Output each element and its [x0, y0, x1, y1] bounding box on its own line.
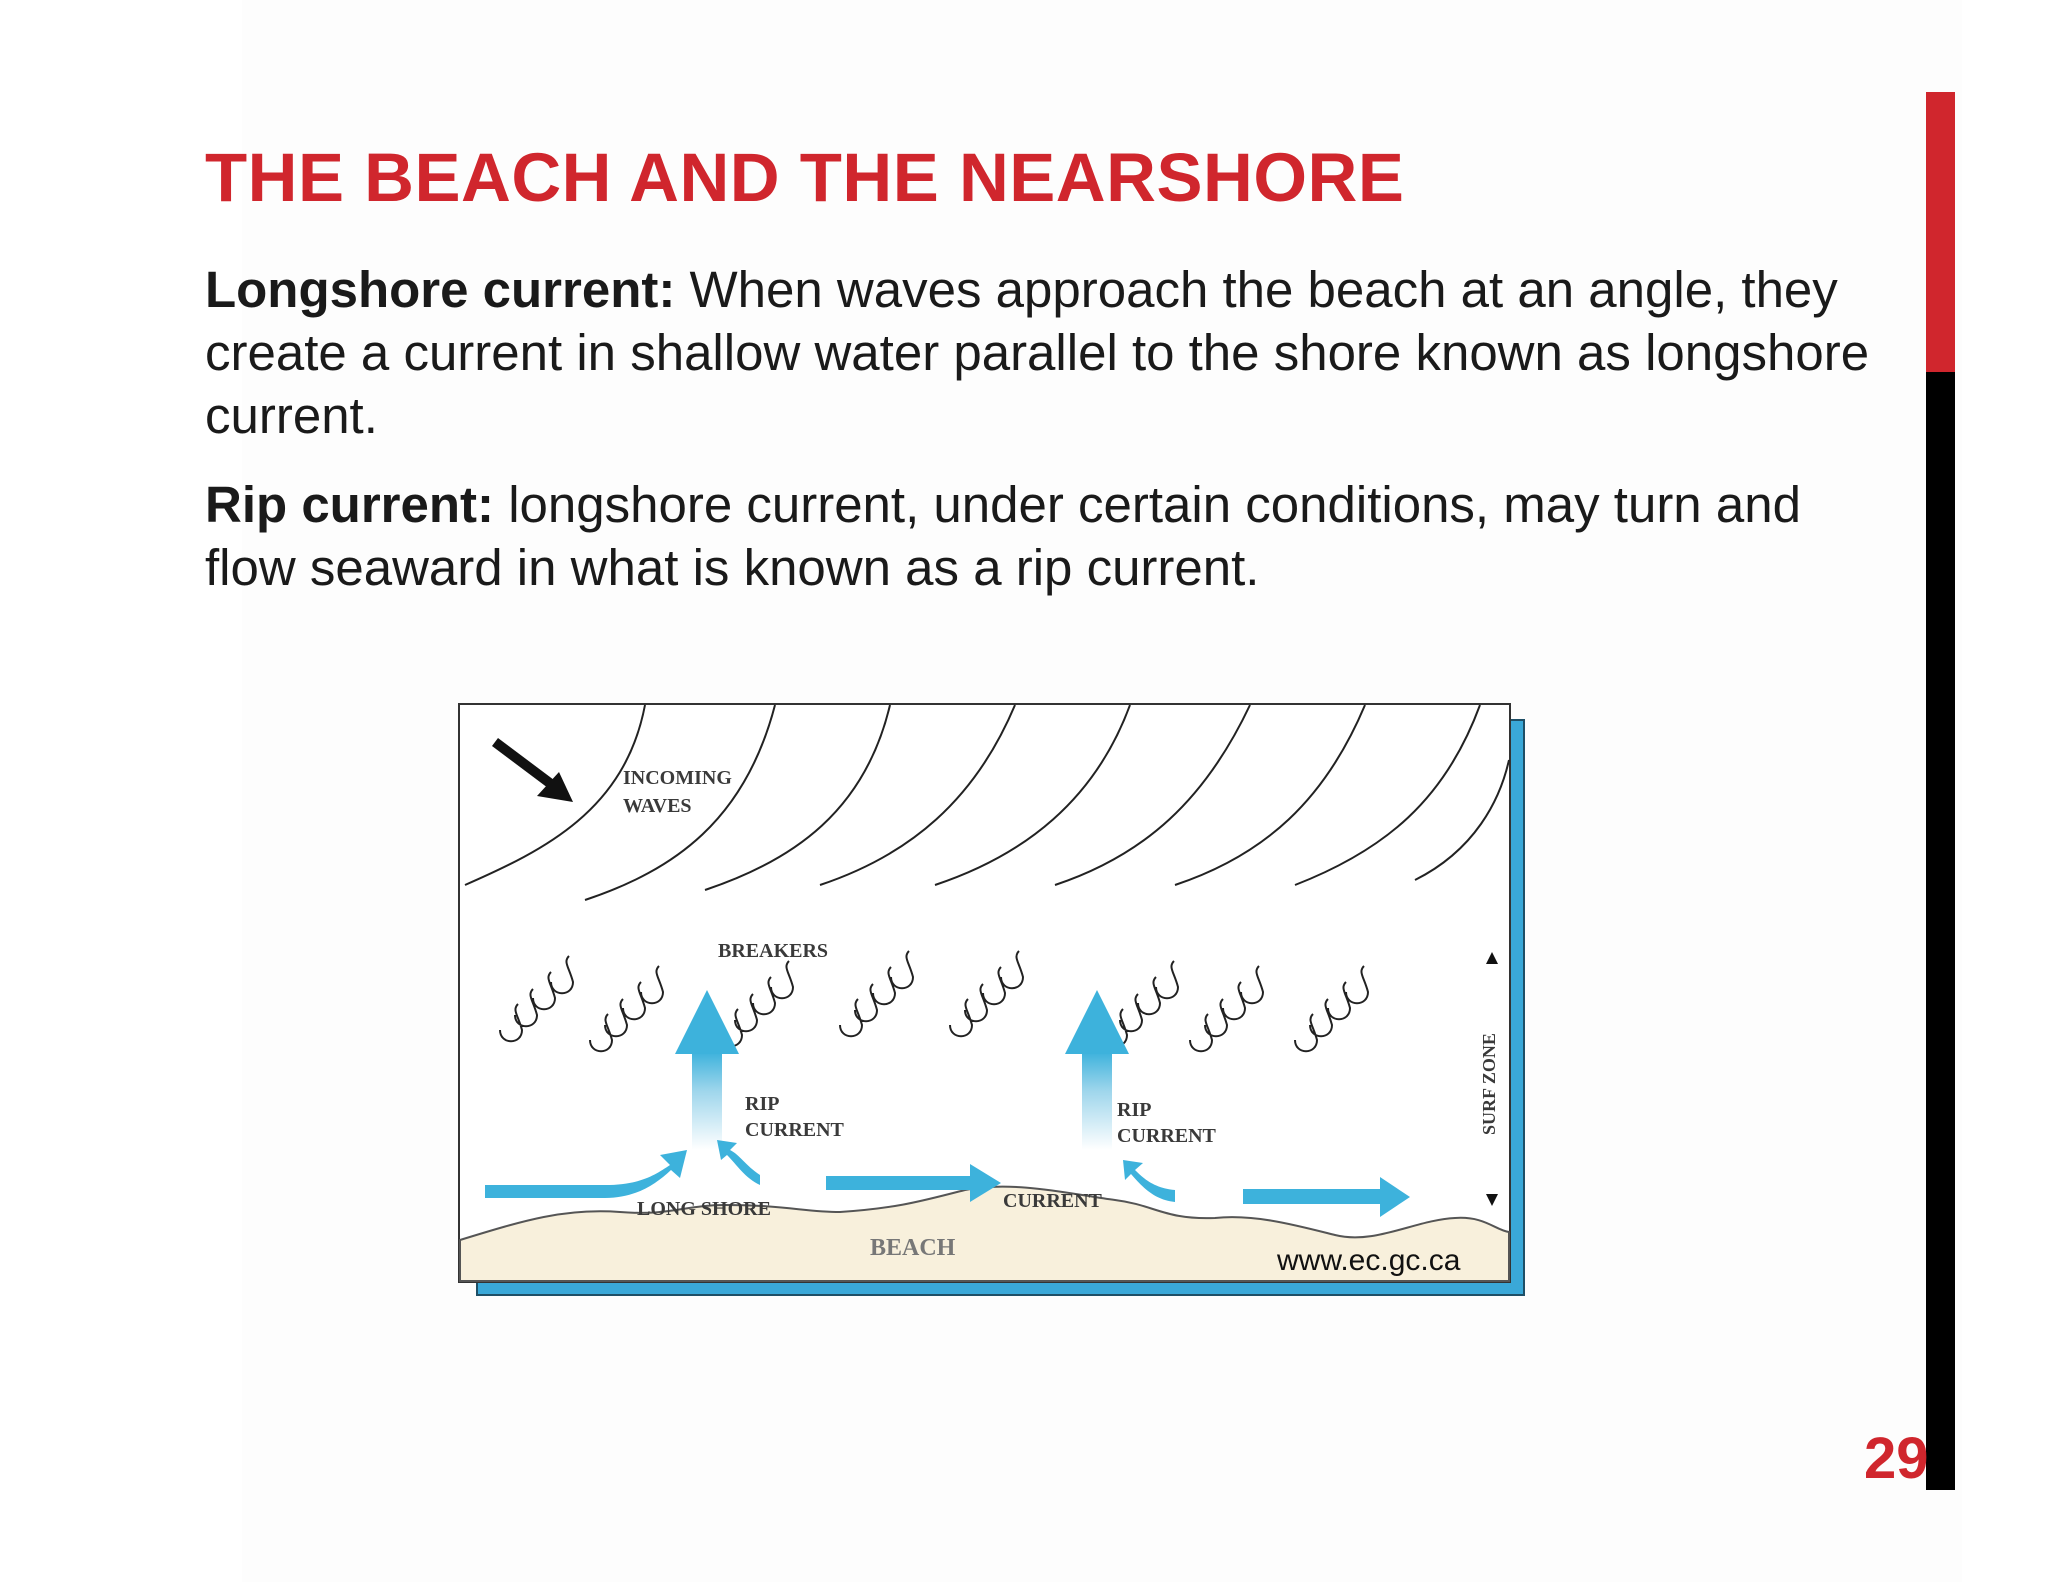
- accent-bar-black: [1926, 372, 1955, 1490]
- label-waves: WAVES: [623, 795, 692, 817]
- rip-text: longshore current, under certain conditions, may turn and flow seaward in what is known as a rip current.: [205, 476, 1801, 596]
- rip-term: Rip current:: [205, 476, 495, 533]
- nearshore-diagram-svg: [455, 700, 1530, 1300]
- label-rip-2-line1: RIP: [1117, 1099, 1152, 1121]
- longshore-paragraph: [205, 258, 1905, 447]
- accent-bar-red: [1926, 92, 1955, 372]
- label-rip-1-line1: RIP: [745, 1093, 780, 1115]
- image-credit: www.ec.gc.ca: [1277, 1244, 1461, 1277]
- label-rip-1-line2: CURRENT: [745, 1119, 844, 1141]
- label-long-shore: LONG SHORE: [637, 1198, 771, 1220]
- label-breakers: BREAKERS: [718, 940, 829, 962]
- nearshore-diagram: [455, 700, 1530, 1300]
- label-surf-zone: SURF ZONE: [1479, 1033, 1499, 1135]
- label-current: CURRENT: [1003, 1190, 1102, 1212]
- label-rip-2-line2: CURRENT: [1117, 1125, 1216, 1147]
- rip-paragraph: [205, 473, 1905, 599]
- page-number: 29: [1864, 1426, 1929, 1491]
- label-beach: BEACH: [870, 1235, 956, 1261]
- slide-title: THE BEACH AND THE NEARSHORE: [205, 139, 1405, 216]
- label-incoming: INCOMING: [623, 767, 732, 789]
- longshore-term: Longshore current:: [205, 261, 676, 318]
- longshore-text: When waves approach the beach at an angle, they create a current in shallow water parallel to the shore known as longshore current.: [205, 261, 1870, 444]
